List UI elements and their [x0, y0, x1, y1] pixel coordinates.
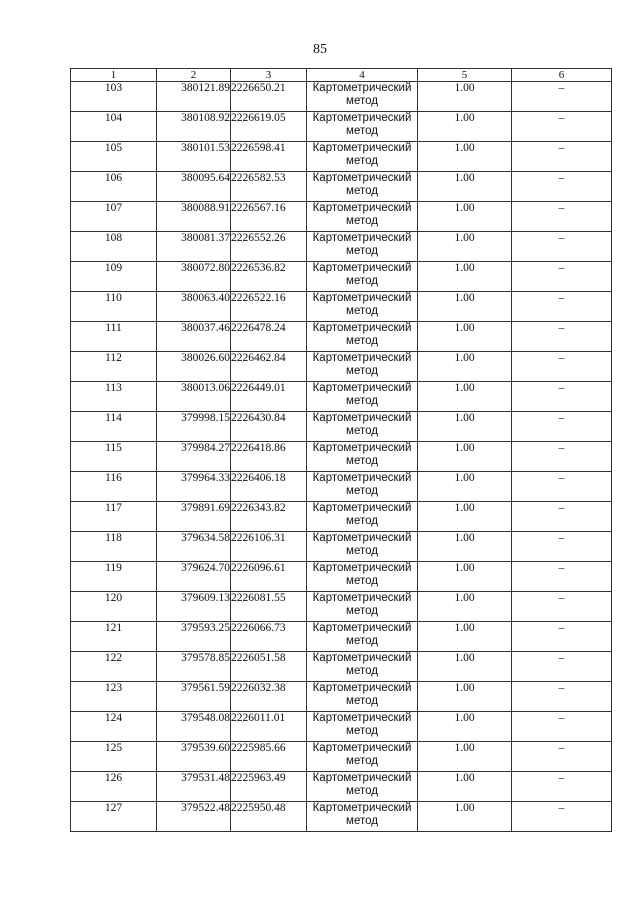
coordinates-table: [70, 68, 612, 832]
y-coordinate-cell: 2226522.16: [231, 292, 307, 322]
table-row: [71, 592, 612, 622]
method-cell: [307, 412, 418, 442]
y-coordinate-cell: 2226106.31: [231, 532, 307, 562]
point-number-cell: 111: [71, 322, 157, 352]
empty-value-cell: –: [512, 802, 612, 832]
method-cell: [307, 202, 418, 232]
empty-value-cell: –: [512, 352, 612, 382]
empty-value-cell: –: [512, 742, 612, 772]
method-cell: [307, 712, 418, 742]
table-row: [71, 712, 612, 742]
x-coordinate-cell: 379998.15: [157, 412, 231, 442]
accuracy-cell: 1.00: [418, 652, 512, 682]
table-row: [71, 322, 612, 352]
accuracy-cell: 1.00: [418, 82, 512, 112]
accuracy-cell: 1.00: [418, 742, 512, 772]
method-line-2: метод: [346, 335, 378, 347]
y-coordinate-cell: 2225963.49: [231, 772, 307, 802]
point-number-cell: 117: [71, 502, 157, 532]
method-line-1: Картометрический: [312, 712, 412, 724]
empty-value-cell: –: [512, 202, 612, 232]
table-row: [71, 412, 612, 442]
x-coordinate-cell: 379561.59: [157, 682, 231, 712]
method-line-2: метод: [346, 395, 378, 407]
table-row: [71, 442, 612, 472]
header-col-1: 1: [71, 69, 157, 82]
method-cell: [307, 352, 418, 382]
empty-value-cell: –: [512, 322, 612, 352]
method-cell: [307, 682, 418, 712]
point-number-cell: 127: [71, 802, 157, 832]
accuracy-cell: 1.00: [418, 772, 512, 802]
x-coordinate-cell: 379522.48: [157, 802, 231, 832]
x-coordinate-cell: 380121.89: [157, 82, 231, 112]
empty-value-cell: –: [512, 262, 612, 292]
x-coordinate-cell: 379964.33: [157, 472, 231, 502]
empty-value-cell: –: [512, 712, 612, 742]
method-line-1: Картометрический: [312, 412, 412, 424]
point-number-cell: 104: [71, 112, 157, 142]
method-cell: [307, 802, 418, 832]
y-coordinate-cell: 2225985.66: [231, 742, 307, 772]
point-number-cell: 124: [71, 712, 157, 742]
method-line-1: Картометрический: [312, 742, 412, 754]
method-line-2: метод: [346, 485, 378, 497]
y-coordinate-cell: 2226011.01: [231, 712, 307, 742]
method-line-1: Картометрический: [312, 772, 412, 784]
x-coordinate-cell: 379891.69: [157, 502, 231, 532]
method-cell: [307, 652, 418, 682]
method-line-2: метод: [346, 725, 378, 737]
accuracy-cell: 1.00: [418, 802, 512, 832]
point-number-cell: 115: [71, 442, 157, 472]
point-number-cell: 107: [71, 202, 157, 232]
x-coordinate-cell: 380037.46: [157, 322, 231, 352]
accuracy-cell: 1.00: [418, 442, 512, 472]
x-coordinate-cell: 379634.58: [157, 532, 231, 562]
table-row: [71, 82, 612, 112]
table-row: [71, 352, 612, 382]
x-coordinate-cell: 379531.48: [157, 772, 231, 802]
method-cell: [307, 172, 418, 202]
method-cell: [307, 82, 418, 112]
point-number-cell: 113: [71, 382, 157, 412]
method-cell: [307, 232, 418, 262]
method-line-2: метод: [346, 575, 378, 587]
point-number-cell: 112: [71, 352, 157, 382]
y-coordinate-cell: 2226462.84: [231, 352, 307, 382]
y-coordinate-cell: 2226418.86: [231, 442, 307, 472]
method-line-2: метод: [346, 305, 378, 317]
method-line-1: Картометрический: [312, 322, 412, 334]
accuracy-cell: 1.00: [418, 532, 512, 562]
empty-value-cell: –: [512, 442, 612, 472]
x-coordinate-cell: 379578.85: [157, 652, 231, 682]
y-coordinate-cell: 2226081.55: [231, 592, 307, 622]
method-line-2: метод: [346, 695, 378, 707]
method-line-1: Картометрический: [312, 622, 412, 634]
y-coordinate-cell: 2226582.53: [231, 172, 307, 202]
method-line-2: метод: [346, 215, 378, 227]
table-row: [71, 742, 612, 772]
method-cell: [307, 502, 418, 532]
accuracy-cell: 1.00: [418, 472, 512, 502]
accuracy-cell: 1.00: [418, 502, 512, 532]
method-line-2: метод: [346, 455, 378, 467]
accuracy-cell: 1.00: [418, 412, 512, 442]
method-line-1: Картометрический: [312, 172, 412, 184]
point-number-cell: 110: [71, 292, 157, 322]
point-number-cell: 109: [71, 262, 157, 292]
table-header: [71, 69, 612, 82]
table-row: [71, 532, 612, 562]
method-line-2: метод: [346, 155, 378, 167]
empty-value-cell: –: [512, 142, 612, 172]
point-number-cell: 103: [71, 82, 157, 112]
method-line-1: Картометрический: [312, 352, 412, 364]
header-col-5: 5: [418, 69, 512, 82]
point-number-cell: 125: [71, 742, 157, 772]
method-cell: [307, 772, 418, 802]
method-line-2: метод: [346, 185, 378, 197]
empty-value-cell: –: [512, 172, 612, 202]
method-line-1: Картометрический: [312, 562, 412, 574]
y-coordinate-cell: 2226449.01: [231, 382, 307, 412]
method-line-1: Картометрический: [312, 142, 412, 154]
method-line-1: Картометрический: [312, 442, 412, 454]
accuracy-cell: 1.00: [418, 172, 512, 202]
header-col-6: 6: [512, 69, 612, 82]
empty-value-cell: –: [512, 472, 612, 502]
y-coordinate-cell: 2226343.82: [231, 502, 307, 532]
table-body: [71, 82, 612, 832]
method-line-1: Картометрический: [312, 112, 412, 124]
table-row: [71, 682, 612, 712]
table-row: [71, 292, 612, 322]
method-line-2: метод: [346, 605, 378, 617]
method-cell: [307, 532, 418, 562]
table-row: [71, 472, 612, 502]
empty-value-cell: –: [512, 652, 612, 682]
method-cell: [307, 292, 418, 322]
accuracy-cell: 1.00: [418, 382, 512, 412]
method-line-2: метод: [346, 635, 378, 647]
header-col-4: 4: [307, 69, 418, 82]
y-coordinate-cell: 2226406.18: [231, 472, 307, 502]
empty-value-cell: –: [512, 532, 612, 562]
x-coordinate-cell: 379609.13: [157, 592, 231, 622]
y-coordinate-cell: 2226051.58: [231, 652, 307, 682]
empty-value-cell: –: [512, 562, 612, 592]
accuracy-cell: 1.00: [418, 712, 512, 742]
x-coordinate-cell: 379548.08: [157, 712, 231, 742]
method-line-1: Картометрический: [312, 382, 412, 394]
point-number-cell: 114: [71, 412, 157, 442]
empty-value-cell: –: [512, 412, 612, 442]
x-coordinate-cell: 380081.37: [157, 232, 231, 262]
accuracy-cell: 1.00: [418, 292, 512, 322]
method-line-2: метод: [346, 515, 378, 527]
x-coordinate-cell: 380088.91: [157, 202, 231, 232]
table-row: [71, 142, 612, 172]
x-coordinate-cell: 380072.80: [157, 262, 231, 292]
accuracy-cell: 1.00: [418, 142, 512, 172]
table-row: [71, 172, 612, 202]
method-cell: [307, 112, 418, 142]
y-coordinate-cell: 2226032.38: [231, 682, 307, 712]
x-coordinate-cell: 380095.64: [157, 172, 231, 202]
empty-value-cell: –: [512, 82, 612, 112]
accuracy-cell: 1.00: [418, 592, 512, 622]
empty-value-cell: –: [512, 592, 612, 622]
x-coordinate-cell: 379539.60: [157, 742, 231, 772]
method-cell: [307, 562, 418, 592]
method-line-1: Картометрический: [312, 532, 412, 544]
point-number-cell: 126: [71, 772, 157, 802]
method-line-1: Картометрический: [312, 472, 412, 484]
table-row: [71, 232, 612, 262]
page-number: 85: [313, 42, 327, 57]
method-cell: [307, 592, 418, 622]
empty-value-cell: –: [512, 292, 612, 322]
header-col-3: 3: [231, 69, 307, 82]
empty-value-cell: –: [512, 382, 612, 412]
method-line-1: Картометрический: [312, 502, 412, 514]
accuracy-cell: 1.00: [418, 262, 512, 292]
method-line-1: Картометрический: [312, 202, 412, 214]
point-number-cell: 119: [71, 562, 157, 592]
method-line-2: метод: [346, 425, 378, 437]
table-row: [71, 112, 612, 142]
point-number-cell: 105: [71, 142, 157, 172]
point-number-cell: 118: [71, 532, 157, 562]
y-coordinate-cell: 2226650.21: [231, 82, 307, 112]
method-line-1: Картометрический: [312, 292, 412, 304]
method-line-2: метод: [346, 275, 378, 287]
empty-value-cell: –: [512, 502, 612, 532]
accuracy-cell: 1.00: [418, 112, 512, 142]
accuracy-cell: 1.00: [418, 562, 512, 592]
method-cell: [307, 742, 418, 772]
point-number-cell: 123: [71, 682, 157, 712]
method-line-2: метод: [346, 815, 378, 827]
y-coordinate-cell: 2226552.26: [231, 232, 307, 262]
method-cell: [307, 382, 418, 412]
x-coordinate-cell: 379984.27: [157, 442, 231, 472]
x-coordinate-cell: 380013.06: [157, 382, 231, 412]
y-coordinate-cell: 2226567.16: [231, 202, 307, 232]
table-row: [71, 802, 612, 832]
method-cell: [307, 322, 418, 352]
table-row: [71, 502, 612, 532]
method-line-2: метод: [346, 785, 378, 797]
table-row: [71, 262, 612, 292]
empty-value-cell: –: [512, 622, 612, 652]
method-line-2: метод: [346, 365, 378, 377]
point-number-cell: 121: [71, 622, 157, 652]
method-line-1: Картометрический: [312, 682, 412, 694]
method-line-2: метод: [346, 665, 378, 677]
table-row: [71, 202, 612, 232]
method-line-1: Картометрический: [312, 82, 412, 94]
x-coordinate-cell: 380101.53: [157, 142, 231, 172]
method-line-2: метод: [346, 245, 378, 257]
method-line-2: метод: [346, 755, 378, 767]
method-cell: [307, 442, 418, 472]
table-row: [71, 772, 612, 802]
empty-value-cell: –: [512, 232, 612, 262]
empty-value-cell: –: [512, 112, 612, 142]
accuracy-cell: 1.00: [418, 622, 512, 652]
method-line-1: Картометрический: [312, 592, 412, 604]
y-coordinate-cell: 2226619.05: [231, 112, 307, 142]
y-coordinate-cell: 2226066.73: [231, 622, 307, 652]
x-coordinate-cell: 379624.70: [157, 562, 231, 592]
empty-value-cell: –: [512, 682, 612, 712]
method-line-1: Картометрический: [312, 802, 412, 814]
method-line-2: метод: [346, 95, 378, 107]
method-line-2: метод: [346, 545, 378, 557]
method-cell: [307, 622, 418, 652]
method-line-1: Картометрический: [312, 262, 412, 274]
y-coordinate-cell: 2226536.82: [231, 262, 307, 292]
method-cell: [307, 472, 418, 502]
point-number-cell: 108: [71, 232, 157, 262]
y-coordinate-cell: 2226096.61: [231, 562, 307, 592]
y-coordinate-cell: 2226598.41: [231, 142, 307, 172]
y-coordinate-cell: 2226478.24: [231, 322, 307, 352]
accuracy-cell: 1.00: [418, 322, 512, 352]
point-number-cell: 122: [71, 652, 157, 682]
y-coordinate-cell: 2225950.48: [231, 802, 307, 832]
y-coordinate-cell: 2226430.84: [231, 412, 307, 442]
x-coordinate-cell: 380108.92: [157, 112, 231, 142]
point-number-cell: 120: [71, 592, 157, 622]
method-line-1: Картометрический: [312, 232, 412, 244]
point-number-cell: 106: [71, 172, 157, 202]
accuracy-cell: 1.00: [418, 232, 512, 262]
table-row: [71, 652, 612, 682]
table-row: [71, 562, 612, 592]
x-coordinate-cell: 380063.40: [157, 292, 231, 322]
method-cell: [307, 142, 418, 172]
header-col-2: 2: [157, 69, 231, 82]
table-row: [71, 622, 612, 652]
x-coordinate-cell: 380026.60: [157, 352, 231, 382]
method-cell: [307, 262, 418, 292]
table-row: [71, 382, 612, 412]
accuracy-cell: 1.00: [418, 202, 512, 232]
accuracy-cell: 1.00: [418, 682, 512, 712]
x-coordinate-cell: 379593.25: [157, 622, 231, 652]
method-line-2: метод: [346, 125, 378, 137]
method-line-1: Картометрический: [312, 652, 412, 664]
header-row: [71, 69, 612, 82]
empty-value-cell: –: [512, 772, 612, 802]
accuracy-cell: 1.00: [418, 352, 512, 382]
point-number-cell: 116: [71, 472, 157, 502]
